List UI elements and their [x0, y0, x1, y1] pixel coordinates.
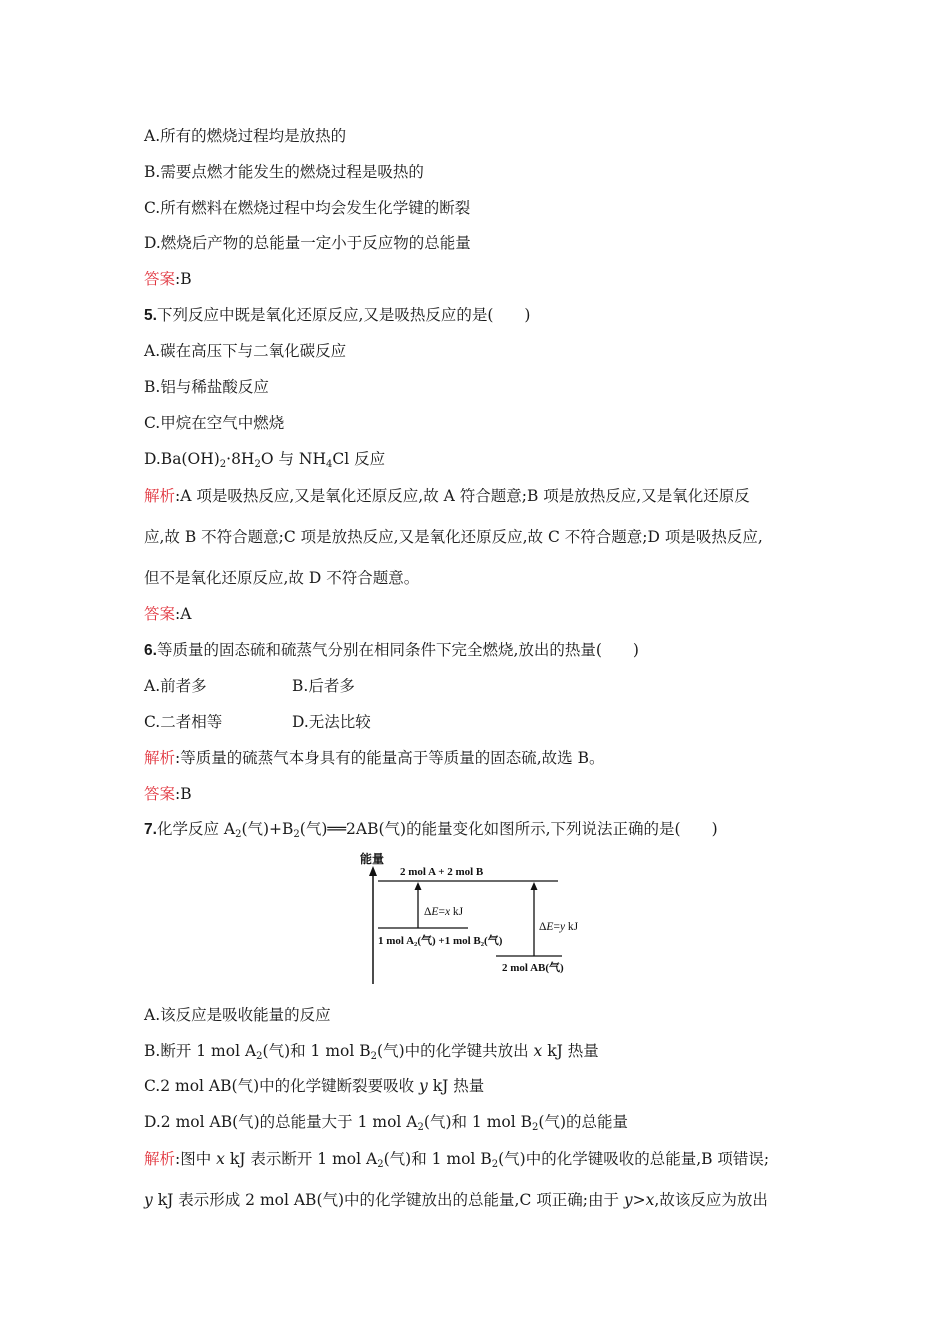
stem-part: (气)══2AB(气)的能量变化如图所示,下列说法正确的是( ): [299, 820, 718, 838]
question-number: 7.: [144, 821, 157, 838]
q5-option-a: A.碳在高压下与二氧化碳反应: [144, 342, 347, 360]
analysis-part: ,故该反应为放出: [654, 1191, 768, 1209]
delta-e-y-arrowhead-icon: [531, 882, 538, 890]
stem-part: 化学反应 A: [156, 820, 236, 838]
analysis-part: kJ 表示断开 1 mol A: [224, 1150, 378, 1168]
question-text: 等质量的固态硫和硫蒸气分别在相同条件下完全燃烧,放出的热量( ): [156, 641, 639, 659]
q5-stem: [144, 305, 530, 326]
q7-option-a: A.该反应是吸收能量的反应: [144, 1006, 331, 1024]
subscript: 2: [235, 829, 242, 840]
top-level-label: 2 mol A + 2 mol B: [400, 866, 484, 878]
delta-e-y-label: ΔE=y kJ: [539, 921, 579, 933]
analysis-part: (气)和 1 mol B: [383, 1150, 492, 1168]
q5-option-c: C.甲烷在空气中燃烧: [144, 414, 285, 432]
q6-option-d: D.无法比较: [292, 713, 371, 731]
option-d-part: D.Ba(OH): [144, 450, 220, 468]
q5-option-d: [144, 449, 385, 469]
diagram-ylabel: 能量: [360, 852, 385, 866]
analysis-part: kJ 表示形成 2 mol AB(气)中的化学键放出的总能量,C 项正确;由于: [152, 1191, 624, 1209]
option-part: (气)和 1 mol B: [423, 1113, 533, 1131]
option-d-part: O 与 NH: [260, 450, 326, 468]
q6-answer: [144, 784, 192, 804]
answer-label: 答案: [144, 785, 176, 803]
delta-e-x-label: ΔE=x kJ: [424, 906, 464, 918]
analysis-text: :A 项是吸热反应,又是氧化还原反应,故 A 符合题意;B 项是放热反应,又是氧化还原反: [175, 487, 750, 505]
subscript: 4: [325, 459, 333, 470]
option-part: D.2 mol AB(气)的总能量大于 1 mol A: [144, 1113, 418, 1131]
option-part: (气)中的化学键共放出: [377, 1042, 534, 1060]
option-part: C.2 mol AB(气)中的化学键断裂要吸收: [144, 1077, 420, 1095]
analysis-part: :图中: [175, 1150, 217, 1168]
q4-option-c: C.所有燃料在燃烧过程中均会发生化学键的断裂: [144, 199, 471, 217]
question-number: 6.: [144, 642, 157, 659]
analysis-label: 解析: [144, 1150, 176, 1168]
subscript: 2: [491, 1159, 499, 1170]
option-part: (气)和 1 mol B: [262, 1042, 371, 1060]
answer-label: 答案: [144, 270, 176, 288]
subscript: 2: [254, 459, 261, 470]
q6-option-c: C.二者相等: [144, 713, 223, 731]
q5-analysis-line-1: [144, 486, 750, 506]
analysis-label: 解析: [144, 487, 176, 505]
option-part: B.断开 1 mol A: [144, 1042, 257, 1060]
middle-level-label: 1 mol A₂(气) +1 mol B₂(气): [378, 935, 503, 947]
subscript: 2: [417, 1122, 424, 1133]
option-d-part: Cl 反应: [332, 450, 386, 468]
question-text: 下列反应中既是氧化还原反应,又是吸热反应的是( ): [156, 306, 531, 324]
subscript: 2: [370, 1051, 378, 1062]
q6-options-row-1: [144, 676, 355, 696]
subscript: 2: [293, 829, 300, 840]
q6-options-row-2: [144, 712, 371, 732]
variable: x: [533, 1042, 543, 1060]
bottom-level-label: 2 mol AB(气): [502, 962, 564, 974]
answer-value: :B: [175, 270, 192, 288]
q5-analysis-line-2: 应,故 B 不符合题意;C 项是放热反应,又是氧化还原反应,故 C 不符合题意;D 项是吸热反应,: [144, 528, 763, 546]
q5-analysis-line-3: 但不是氧化还原反应,故 D 不符合题意。: [144, 569, 420, 587]
q7-analysis-line-2: [144, 1190, 768, 1210]
energy-axis-arrowhead-icon: [369, 866, 377, 876]
subscript: 2: [256, 1051, 263, 1062]
option-d-part: ·8H: [226, 450, 255, 468]
q6-option-b: B.后者多: [292, 677, 355, 695]
option-part: kJ 热量: [427, 1077, 485, 1095]
q7-option-c: [144, 1076, 484, 1096]
analysis-text: :等质量的硫蒸气本身具有的能量高于等质量的固态硫,故选 B。: [175, 749, 605, 767]
answer-label: 答案: [144, 605, 176, 623]
q6-analysis: [144, 748, 604, 768]
q7-analysis-line-1: [144, 1149, 769, 1169]
q4-option-d: D.燃烧后产物的总能量一定小于反应物的总能量: [144, 234, 471, 252]
option-part: (气)的总能量: [538, 1113, 628, 1131]
q7-option-d: [144, 1112, 628, 1132]
delta-e-x-arrowhead-icon: [415, 882, 422, 890]
q5-answer: [144, 604, 191, 624]
q6-stem: [144, 640, 639, 661]
subscript: 2: [532, 1122, 539, 1133]
subscript: 2: [219, 459, 227, 470]
q6-option-a: A.前者多: [144, 677, 207, 695]
q4-option-b: B.需要点燃才能发生的燃烧过程是吸热的: [144, 163, 424, 181]
q7-option-b: [144, 1041, 599, 1061]
q7-stem: [144, 819, 718, 840]
q4-answer: [144, 269, 192, 289]
stem-part: (气)+B: [241, 820, 294, 838]
q5-option-b: B.铝与稀盐酸反应: [144, 378, 269, 396]
analysis-part: (气)中的化学键吸收的总能量,B 项错误;: [498, 1150, 770, 1168]
answer-value: :B: [175, 785, 192, 803]
q4-option-a: A.所有的燃烧过程均是放热的: [144, 127, 347, 145]
variable: x: [216, 1150, 225, 1168]
energy-level-diagram: [356, 848, 579, 988]
analysis-label: 解析: [144, 749, 176, 767]
comparison: y>x: [623, 1191, 655, 1209]
variable: y: [419, 1077, 428, 1095]
subscript: 2: [377, 1159, 384, 1170]
variable: y: [144, 1191, 153, 1209]
question-number: 5.: [144, 307, 157, 324]
option-part: kJ 热量: [542, 1042, 599, 1060]
answer-value: :A: [175, 605, 192, 623]
